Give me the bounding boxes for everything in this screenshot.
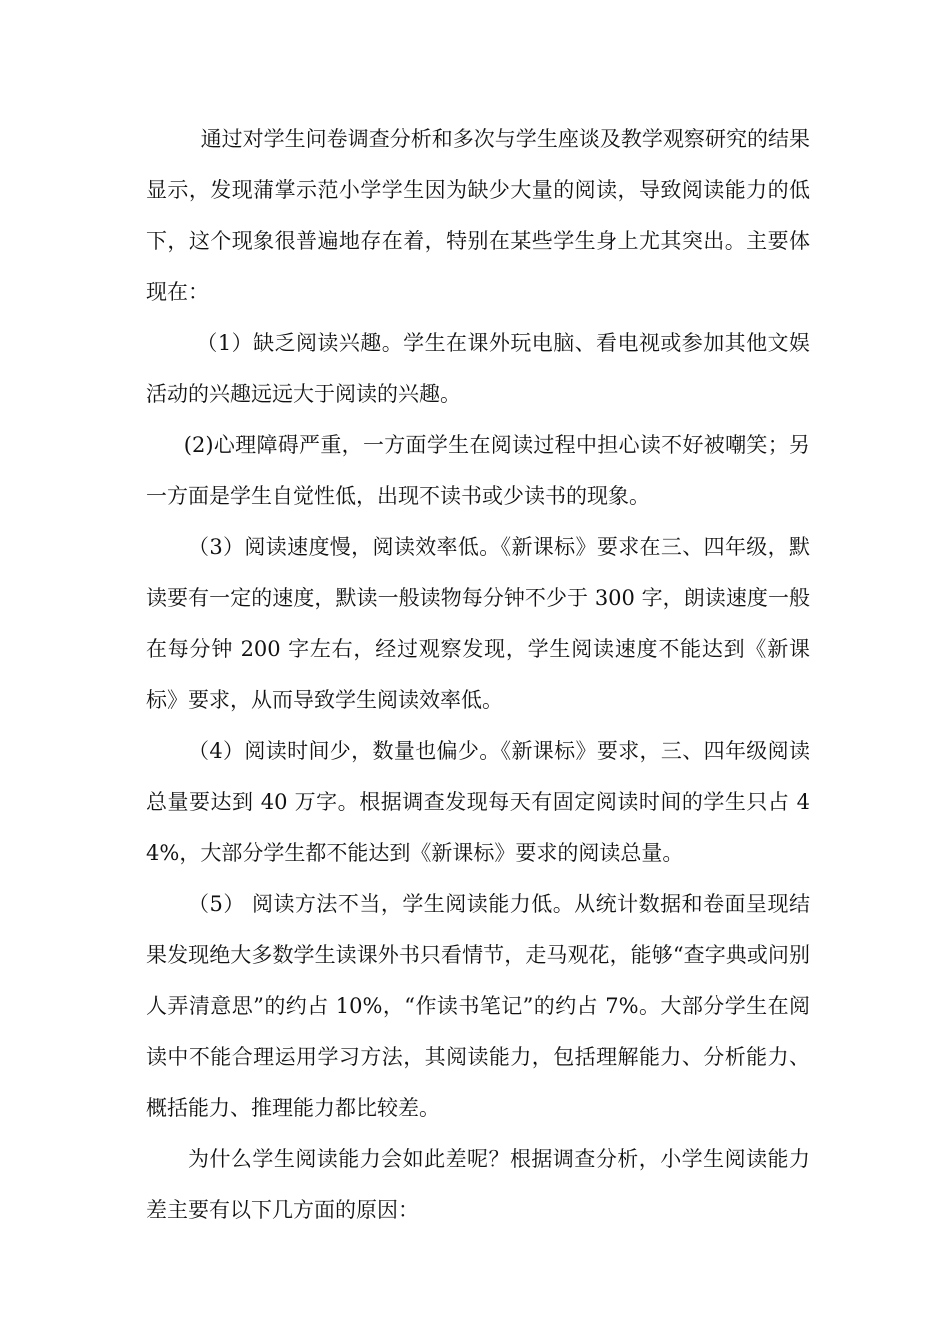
paragraph-item-3: （3）阅读速度慢，阅读效率低。《新课标》要求在三、四年级，默读要有一定的速度，默读一般读物每分钟不少于 300 字，朗读速度一般在每分钟 200 字左右，经过观察发现，学生阅读速度不能达到《新课标》要求，从而导致学生阅读效率低。 <box>146 535 810 712</box>
paragraph-conclusion: 为什么学生阅读能力会如此差呢？根据调查分析，小学生阅读能力差主要有以下几方面的原因： <box>146 1147 810 1222</box>
paragraph-item-4: （4）阅读时间少，数量也偏少。《新课标》要求，三、四年级阅读总量要达到 40 万字。根据调查发现每天有固定阅读时间的学生只占 44%，大部分学生都不能达到《新课标》要求的阅读总量。 <box>146 739 810 865</box>
document-body <box>146 114 810 1236</box>
paragraph-item-5: （5） 阅读方法不当，学生阅读能力低。从统计数据和卷面呈现结果发现绝大多数学生读课外书只看情节，走马观花，能够“查字典或问别人弄清意思”的约占 10%，“作读书笔记”的约占 7%。大部分学生在阅读中不能合理运用学习方法，其阅读能力，包括理解能力、分析能力、概括能力、推理能力都比较差。 <box>146 892 810 1120</box>
paragraph-item-2: (2)心理障碍严重，一方面学生在阅读过程中担心读不好被嘲笑；另一方面是学生自觉性低，出现不读书或少读书的现象。 <box>146 433 810 508</box>
paragraph-intro: 通过对学生问卷调查分析和多次与学生座谈及教学观察研究的结果显示，发现蒲掌示范小学学生因为缺少大量的阅读，导致阅读能力的低下，这个现象很普遍地存在着，特别在某些学生身上尤其突出。主要体现在： <box>146 127 810 304</box>
paragraph-item-1: （1）缺乏阅读兴趣。学生在课外玩电脑、看电视或参加其他文娱活动的兴趣远远大于阅读的兴趣。 <box>146 331 810 406</box>
